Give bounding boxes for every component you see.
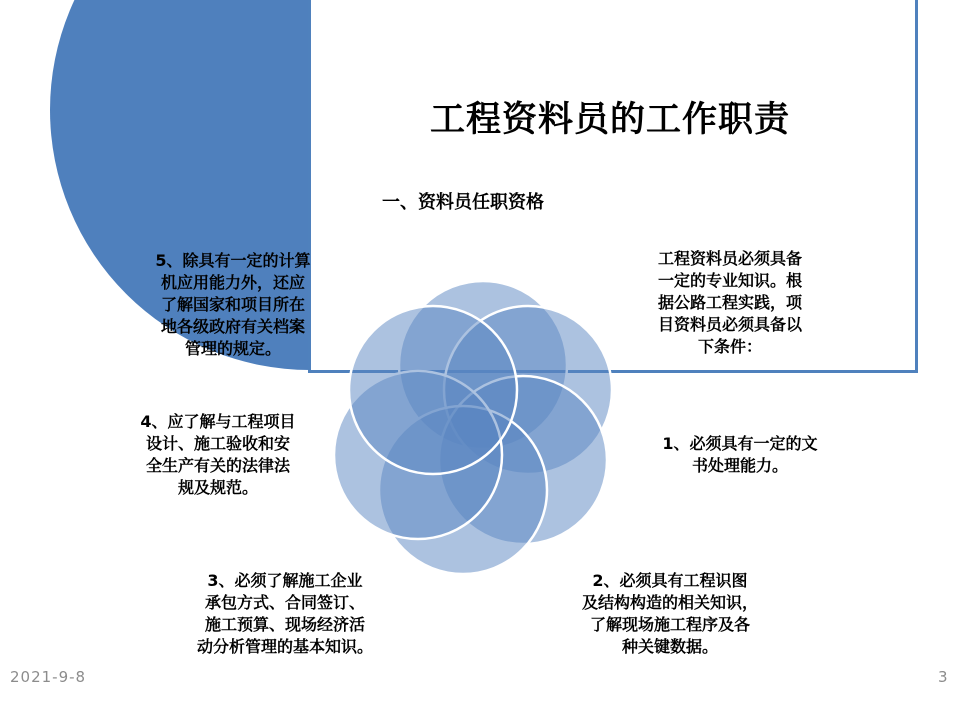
flower-petal [349, 306, 517, 474]
footer-date: 2021-9-8 [10, 668, 87, 686]
item-2-text: 2、必须具有工程识图 及结构构造的相关知识， 了解现场施工程序及各 种关键数据。 [581, 571, 758, 656]
item-5-text: 5、除具有一定的计算 机应用能力外，还应 了解国家和项目所在 地各级政府有关档案 管理的规定。 [155, 251, 311, 358]
item-3-text: 3、必须了解施工企业 承包方式、合同签订、 施工预算、现场经济活 动分析管理的基本知识。 [196, 571, 373, 656]
venn-flower-diagram [320, 278, 630, 578]
item-1-text: 1、必须具有一定的文 书处理能力。 [662, 434, 818, 475]
item-4-text: 4、应了解与工程项目 设计、施工验收和安 全生产有关的法律法 规及规范。 [140, 412, 296, 497]
page-number: 3 [938, 668, 948, 686]
intro-text: 工程资料员必须具备 一定的专业知识。根 据公路工程实践，项 目资料员必须具备以 下条件： [657, 249, 802, 356]
section-subtitle: 一、资料员任职资格 [382, 192, 544, 213]
slide-title: 工程资料员的工作职责 [429, 100, 790, 140]
